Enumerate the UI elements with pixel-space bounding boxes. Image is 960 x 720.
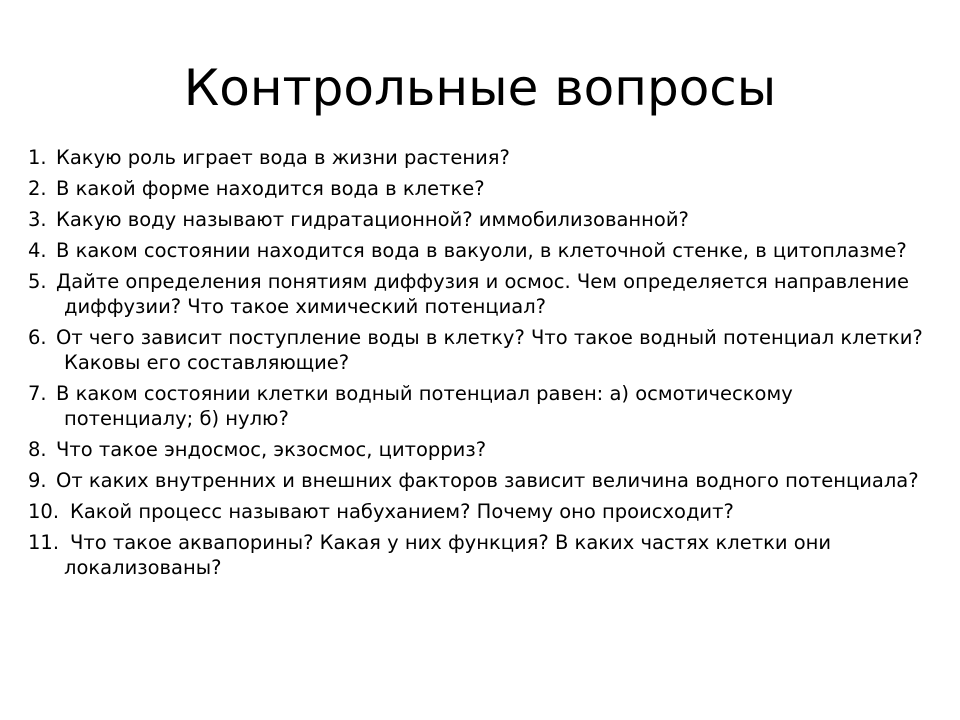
question-text: В какой форме находится вода в клетке? — [56, 177, 485, 200]
question-text: Какую роль играет вода в жизни растения? — [56, 146, 510, 169]
question-number: 11. — [28, 531, 60, 554]
question-number: 1. — [28, 146, 47, 169]
question-number: 6. — [28, 326, 47, 349]
question-text: В каком состоянии клетки водный потенциал равен: а) осмотическому потенциалу; б) нулю? — [56, 382, 793, 430]
question-item-8 — [28, 437, 928, 462]
question-item-9 — [28, 468, 928, 493]
question-text: От чего зависит поступление воды в клетку? Что такое водный потенциал клетки? Каковы его составляющие? — [56, 326, 923, 374]
question-item-6 — [28, 325, 928, 375]
question-number: 4. — [28, 239, 47, 262]
question-text: В каком состоянии находится вода в вакуоли, в клеточной стенке, в цитоплазме? — [56, 239, 907, 262]
question-item-10 — [28, 499, 928, 524]
question-text: Какой процесс называют набуханием? Почему оно происходит? — [70, 500, 734, 523]
question-text: От каких внутренних и внешних факторов зависит величина водного потенциала? — [56, 469, 919, 492]
question-number: 2. — [28, 177, 47, 200]
question-item-2 — [28, 176, 928, 201]
question-number: 10. — [28, 500, 60, 523]
question-item-7 — [28, 381, 928, 431]
question-text: Дайте определения понятиям диффузия и осмос. Чем определяется направление диффузии? Что такое химический потенциал? — [56, 270, 910, 318]
question-number: 5. — [28, 270, 47, 293]
question-text: Что такое аквапорины? Какая у них функция? В каких частях клетки они локализованы? — [64, 531, 832, 579]
question-list — [28, 145, 928, 586]
question-number: 8. — [28, 438, 47, 461]
question-number: 7. — [28, 382, 47, 405]
question-item-4 — [28, 238, 928, 263]
slide-title: Контрольные вопросы — [183, 59, 777, 117]
question-text: Что такое эндосмос, экзосмос, циторриз? — [56, 438, 487, 461]
question-item-1 — [28, 145, 928, 170]
question-number: 9. — [28, 469, 47, 492]
question-item-3 — [28, 207, 928, 232]
question-item-5 — [28, 269, 928, 319]
question-number: 3. — [28, 208, 47, 231]
question-item-11 — [28, 530, 928, 580]
question-text: Какую воду называют гидратационной? иммобилизованной? — [56, 208, 689, 231]
